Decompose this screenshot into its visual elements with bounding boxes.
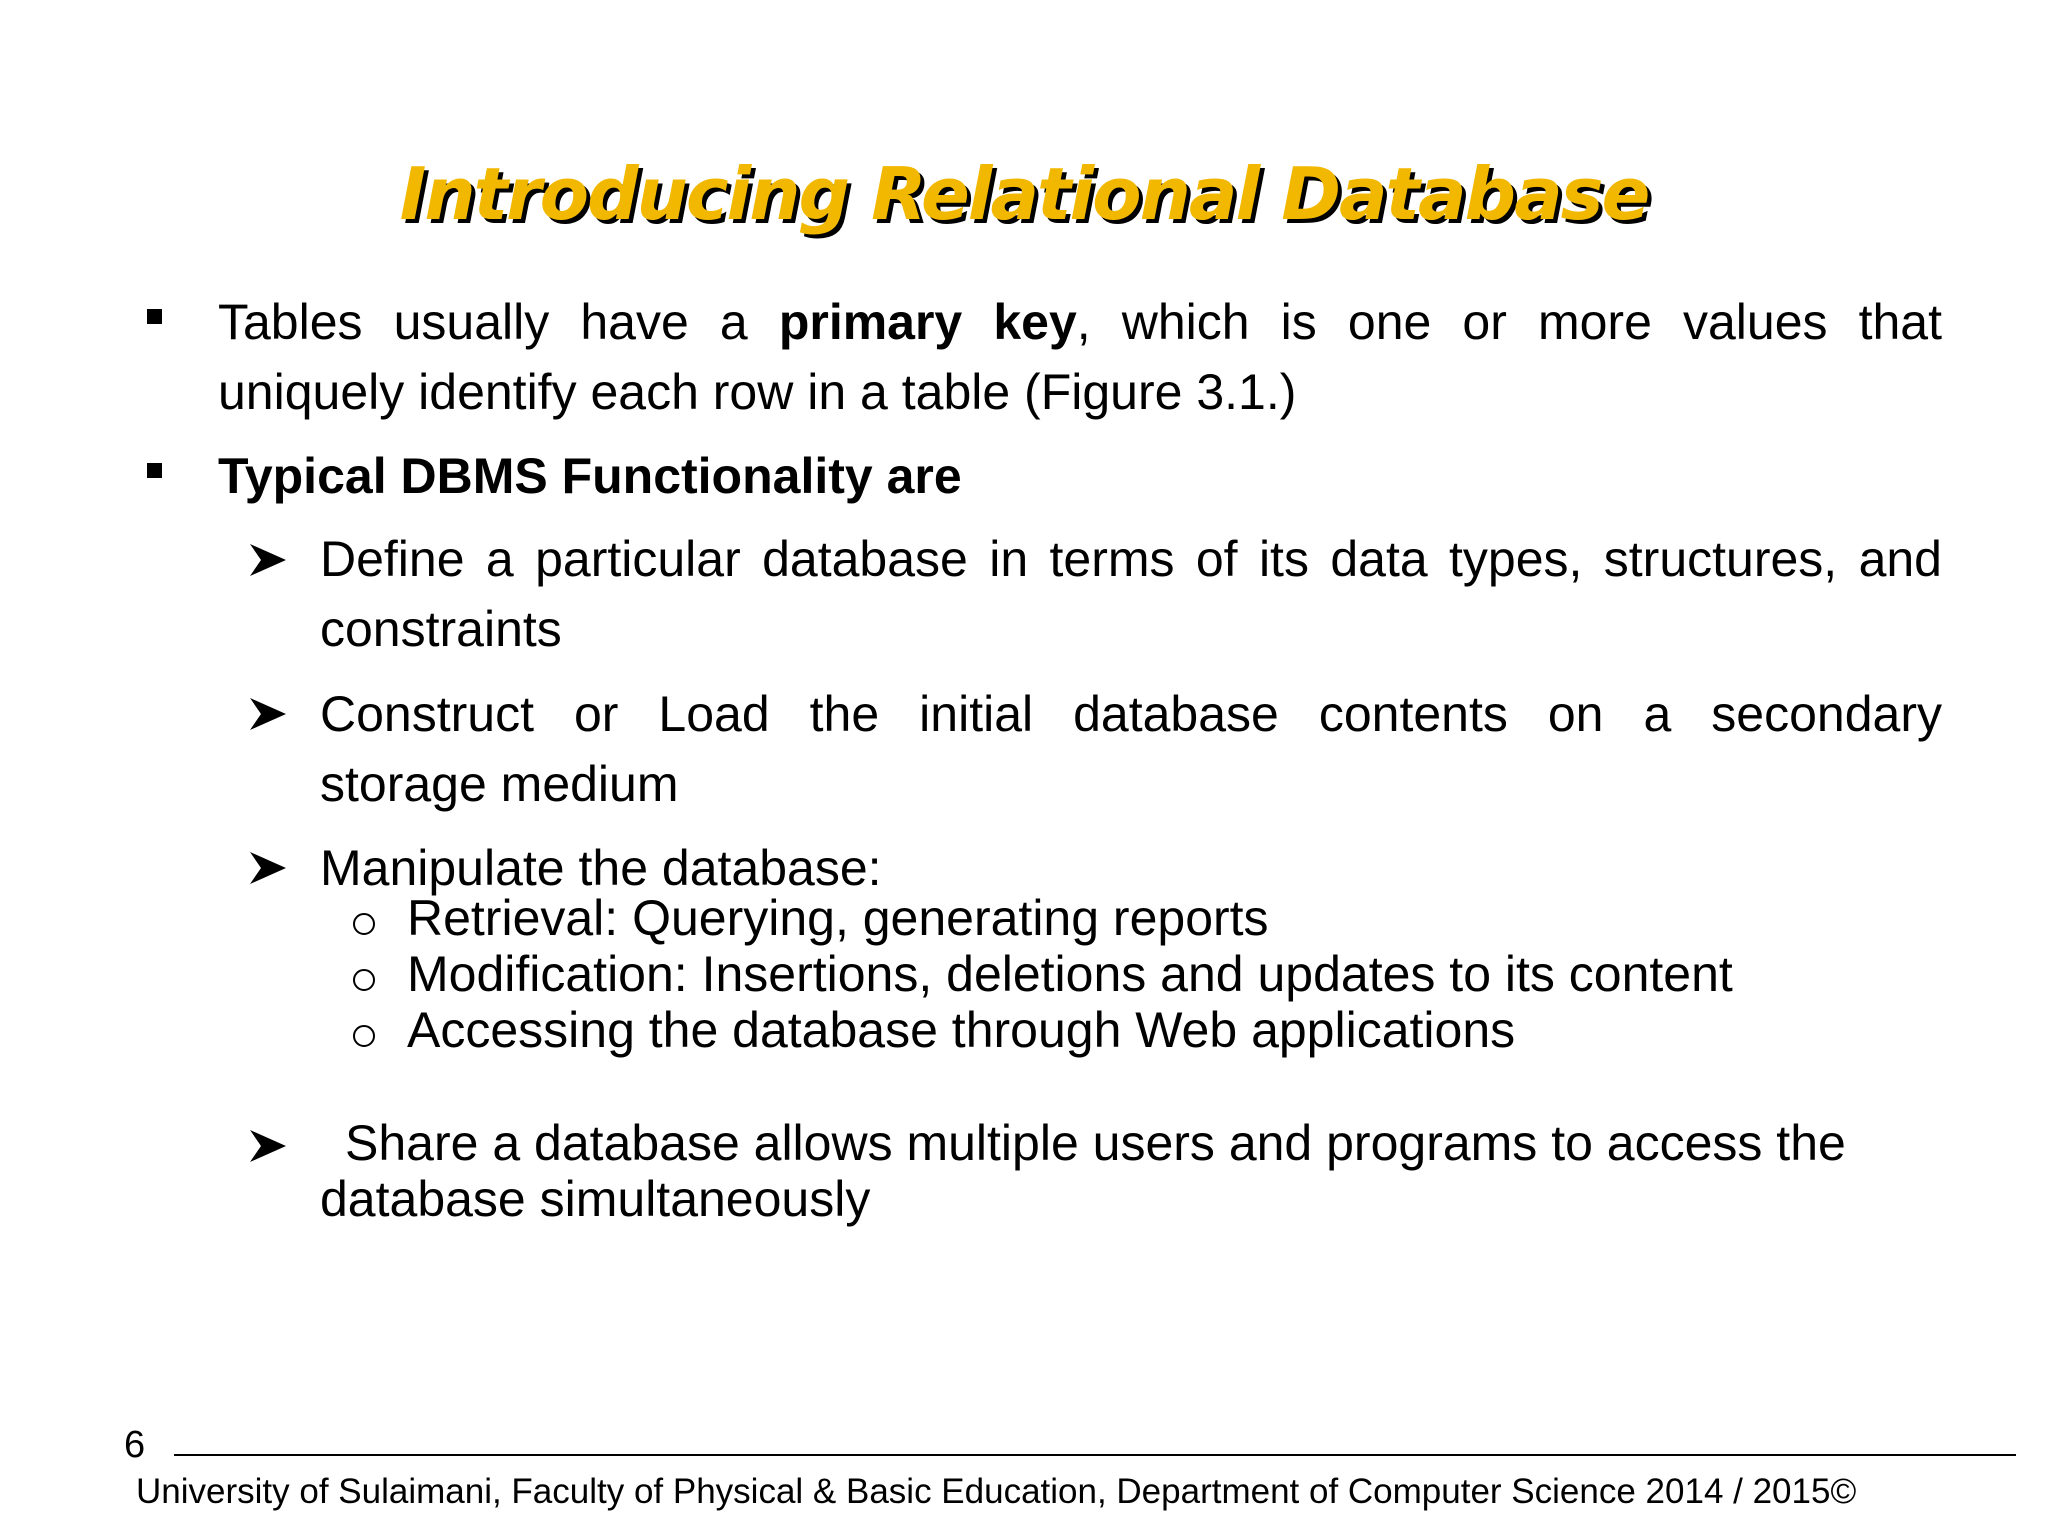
arrow-bullet-icon [248, 848, 288, 888]
define-line1: Define a particular database in terms of its data types, structures, and [320, 531, 1942, 587]
page-number: 6 [124, 1424, 146, 1466]
manipulate-item-modification: Modification: Insertions, deletions and updates to its content [407, 946, 1733, 1002]
manipulate-item-web-access: Accessing the database through Web applications [407, 1002, 1516, 1058]
construct-line1: Construct or Load the initial database contents on a secondary [320, 686, 1942, 742]
circle-bullet-icon [353, 1025, 375, 1047]
define-line2: constraints [320, 601, 562, 657]
bullet-text: , which is one or more values that [1076, 294, 1942, 350]
arrow-bullet-icon [248, 1126, 288, 1166]
manipulate-item-retrieval: Retrieval: Querying, generating reports [407, 890, 1269, 946]
square-bullet-icon [147, 309, 162, 324]
footer-divider [174, 1454, 2016, 1456]
square-bullet-icon [147, 463, 162, 478]
construct-line2: storage medium [320, 756, 679, 812]
arrow-bullet-icon [248, 540, 288, 580]
arrow-bullet-icon [248, 694, 288, 734]
share-line1: Share a database allows multiple users and programs to access the [345, 1115, 1846, 1171]
bullet-primary-key-line1 [218, 287, 1942, 357]
share-line2: database simultaneously [320, 1171, 871, 1227]
footer-text: University of Sulaimani, Faculty of Physical & Basic Education, Department of Computer Science 2014 / 2015© [136, 1472, 1857, 1511]
circle-bullet-icon [353, 969, 375, 991]
bullet-bold-term: primary key [778, 294, 1077, 350]
bullet-primary-key-line2: uniquely identify each row in a table (Figure 3.1.) [218, 364, 1297, 420]
bullet-text: Tables usually have a [218, 294, 748, 350]
slide-title: Introducing Relational Database [399, 152, 1649, 236]
circle-bullet-icon [353, 913, 375, 935]
bullet-dbms-functionality: Typical DBMS Functionality are [218, 448, 962, 504]
manipulate-heading: Manipulate the database: [320, 840, 882, 896]
